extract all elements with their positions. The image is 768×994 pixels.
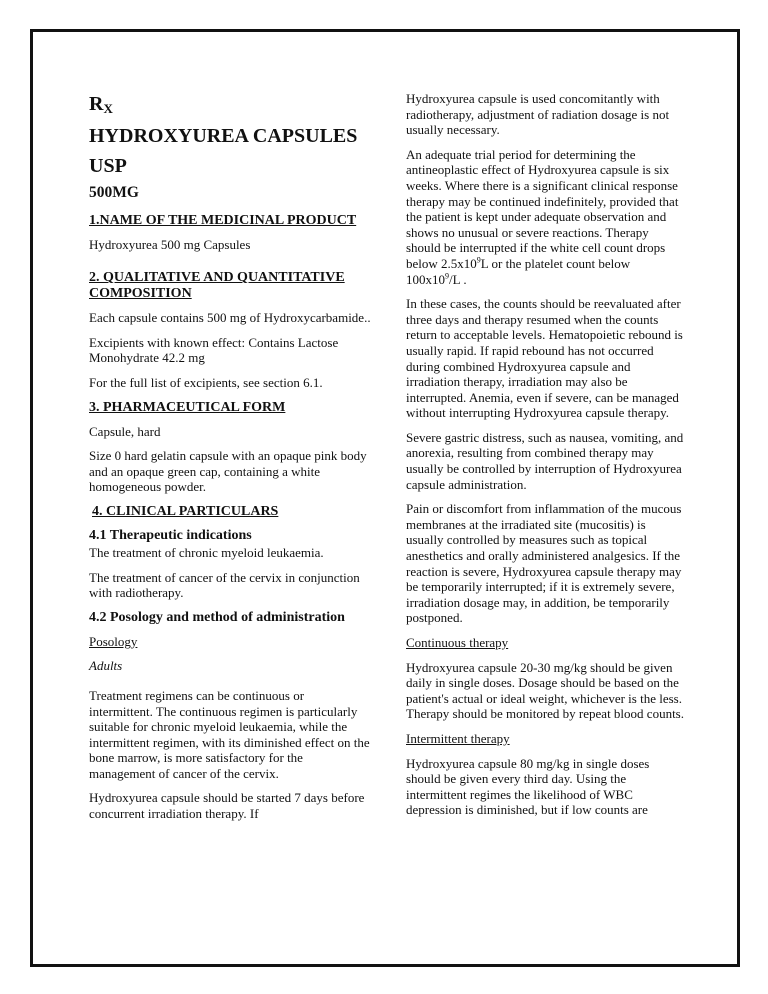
section-2-paragraph: Excipients with known effect: Contains Lactose Monohydrate 42.2 mg [89, 334, 339, 366]
section-4-2-paragraph: Hydroxyurea capsule should be started 7 days before concurrent irradiation therapy. If [89, 790, 365, 822]
right-paragraph: In these cases, the counts should be reevaluated after three days and therapy resumed when the counts return to acceptable levels. Hematopoietic rebound is usually rapid. If rapid rebound has not occurred during combined Hydroxyurea capsule and irradiation therapy, irradiation may also be interrupted. Anemia, even if severe, can be managed without interrupting Hydroxyurea capsule therapy. [406, 296, 683, 421]
section-4-1-paragraph: The treatment of chronic myeloid leukaemia. [89, 544, 324, 560]
section-3-heading: 3. PHARMACEUTICAL FORM [89, 399, 286, 415]
right-column [406, 91, 684, 827]
left-column [89, 66, 371, 831]
product-dose: 500MG [89, 184, 139, 201]
right-paragraph: An adequate trial period for determining the antineoplastic effect of Hydroxyurea capsule is six weeks. Where there is a significant clinical response therapy may be continued indefinitely, provided that the patient is kept under adequate observation and shows no unusual or severe reactions. Therapy should be interrupted if the white cell count drops below $2.5x10^9L$ or the platelet count below $100x10^9/L$ . [406, 146, 679, 287]
rx-symbol: $R_X$ [89, 93, 113, 116]
section-4-1-heading: 4.1 Therapeutic indications [89, 527, 252, 543]
section-2-paragraph: For the full list of excipients, see section 6.1. [89, 374, 323, 390]
right-paragraph: Severe gastric distress, such as nausea, vomiting, and anorexia, resulting from combined therapy may usually be controlled by interruption of Hydroxyurea capsule administration. [406, 429, 684, 492]
section-1-heading: 1.NAME OF THE MEDICINAL PRODUCT [89, 212, 357, 228]
section-2-heading: 2. QUALITATIVE AND QUANTITATIVE COMPOSITION [89, 270, 345, 302]
section-4-heading: 4. CLINICAL PARTICULARS [92, 503, 279, 519]
section-4-1-paragraph: The treatment of cancer of the cervix in conjunction with radiotherapy. [89, 569, 360, 601]
intermittent-therapy-heading: Intermittent therapy [406, 730, 510, 746]
section-1-text: Hydroxyurea 500 mg Capsules [89, 236, 251, 252]
section-3-paragraph: Capsule, hard [89, 423, 161, 439]
product-title-line1: HYDROXYUREA CAPSULES [89, 125, 358, 147]
continuous-therapy-heading: Continuous therapy [406, 635, 509, 650]
section-2-paragraph: Each capsule contains 500 mg of Hydroxycarbamide.. [89, 310, 371, 326]
right-paragraph: Pain or discomfort from inflammation of the mucous membranes at the irradiated site (mucositis) is usually controlled by measures such as topical anesthetics and orally administered analgesics. If the reaction is severe, Hydroxyurea capsule therapy may be temporarily interrupted; if it is extremely severe, irradiation dosage may, in addition, be temporarily postponed. [406, 501, 682, 626]
right-paragraph: Hydroxyurea capsule 80 mg/kg in single doses should be given every third day. Using the intermittent regimes the likelihood of WBC depression is diminished, but if low counts are [406, 755, 650, 818]
product-title-line2: USP [89, 155, 127, 177]
right-paragraph: Hydroxyurea capsule is used concomitantly with radiotherapy, adjustment of radiation dosage is not usually necessary. [406, 91, 670, 138]
section-3-paragraph: Size 0 hard gelatin capsule with an opaque pink body and an opaque green cap, containing a white homogeneous powder. [89, 448, 367, 495]
posology-subheading: Posology [89, 633, 138, 649]
adults-subheading: Adults [89, 658, 123, 674]
section-4-2-paragraph: Treatment regimens can be continuous or intermittent. The continuous regimen is particularly suitable for chronic myeloid leukaemia, while the intermittent regimen, with its diminished effect on the bone marrow, is more satisfactory for the management of cancer of the cervix. [89, 687, 370, 781]
right-paragraph: Hydroxyurea capsule 20-30 mg/kg should be given daily in single doses. Dosage should be based on the patient's actual or ideal weight, whichever is the less. Therapy should be monitored by repeat blood counts. [406, 659, 684, 722]
section-4-2-heading: 4.2 Posology and method of administration [89, 609, 345, 625]
